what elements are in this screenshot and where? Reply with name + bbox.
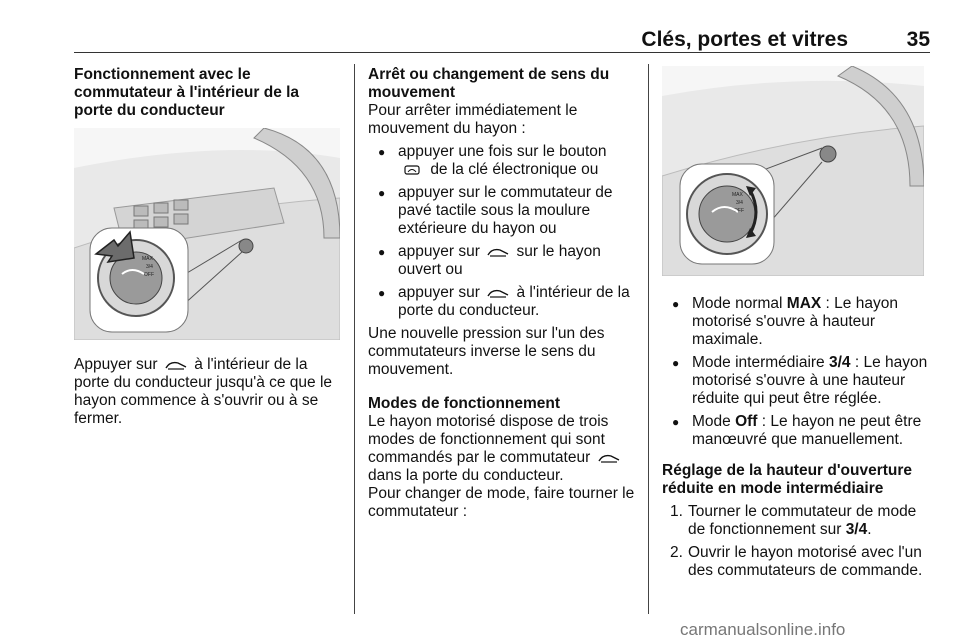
steps-list	[662, 503, 930, 580]
modes-paragraph-2: Pour changer de mode, faire tourner le commutateur :	[368, 485, 635, 520]
column-2	[368, 66, 640, 521]
section-heading-stop-reverse: Arrêt ou changement de sens du mouvement	[368, 66, 610, 101]
list-item: ● Mode intermédiaire 3/4 : Le hayon motorisé s'ouvre à une hauteur réduite qui peut être réglée.	[662, 354, 930, 408]
figure-driver-door-switch	[74, 128, 340, 340]
knob-label-34: 3/4	[736, 200, 743, 206]
knob-label-off: OFF	[734, 208, 744, 214]
section-heading-modes: Modes de fonctionnement	[368, 395, 561, 412]
header-rule	[74, 52, 930, 53]
section-heading-height-adjust: Réglage de la hauteur d'ouverture réduite en mode intermédiaire	[662, 462, 913, 497]
stop-methods-list	[368, 143, 640, 320]
column-divider-2	[648, 64, 649, 614]
instruction-paragraph	[74, 356, 342, 428]
column-1	[74, 66, 342, 120]
knob-label-off: OFF	[144, 272, 154, 278]
list-item: ● appuyer une fois sur le bouton de la clé électronique ou	[368, 143, 640, 179]
figure-mode-knob	[662, 66, 924, 276]
column-3	[662, 290, 930, 585]
knob-label-max: MAX	[142, 256, 153, 262]
column-1-text	[74, 356, 342, 428]
reverse-paragraph: Une nouvelle pression sur l'un des commutateurs inverse le sens du mouvement.	[368, 325, 605, 378]
key-fob-icon	[398, 161, 426, 179]
list-item: ● Mode normal MAX : Le hayon motorisé s'ouvre à hauteur maximale.	[662, 295, 930, 349]
tailgate-icon	[484, 243, 512, 261]
text-segment: à l'intérieur de la porte du conducteur jusqu'à ce que le hayon commence à s'ouvrir ou à se fermer.	[74, 356, 333, 427]
column-divider-1	[354, 64, 355, 614]
list-item: ● appuyer sur à l'intérieur de la porte du conducteur.	[368, 284, 640, 320]
list-item: 2. Ouvrir le hayon motorisé avec l'un des commutateurs de commande.	[670, 544, 923, 579]
modes-paragraph: Le hayon motorisé dispose de trois modes de fonctionnement qui sont commandés par le commutateur dans la porte du conducteur.	[368, 413, 640, 485]
list-item: 1. Tourner le commutateur de mode de fonctionnement sur 3/4.	[670, 503, 917, 538]
text-segment: Appuyer sur	[74, 356, 158, 373]
section-heading-driver-switch: Fonctionnement avec le commutateur à l'intérieur de la porte du conducteur	[74, 66, 300, 119]
list-item: ● appuyer sur le commutateur de pavé tactile sous la moulure extérieure du hayon ou	[368, 184, 640, 238]
knob-label-34: 3/4	[146, 264, 153, 270]
page-header-title: Clés, portes et vitres	[641, 28, 848, 51]
knob-label-max: MAX	[732, 192, 743, 198]
list-item: ● appuyer sur sur le hayon ouvert ou	[368, 243, 640, 279]
intro-paragraph: Pour arrêter immédiatement le mouvement du hayon :	[368, 102, 578, 137]
modes-list	[662, 295, 930, 449]
list-item: ● Mode Off : Le hayon ne peut être manœuvré que manuellement.	[662, 413, 930, 449]
tailgate-icon	[484, 284, 512, 302]
watermark: carmanualsonline.info	[680, 620, 846, 639]
tailgate-icon	[595, 449, 623, 467]
tailgate-icon	[162, 356, 190, 374]
page-number: 35	[906, 28, 930, 51]
